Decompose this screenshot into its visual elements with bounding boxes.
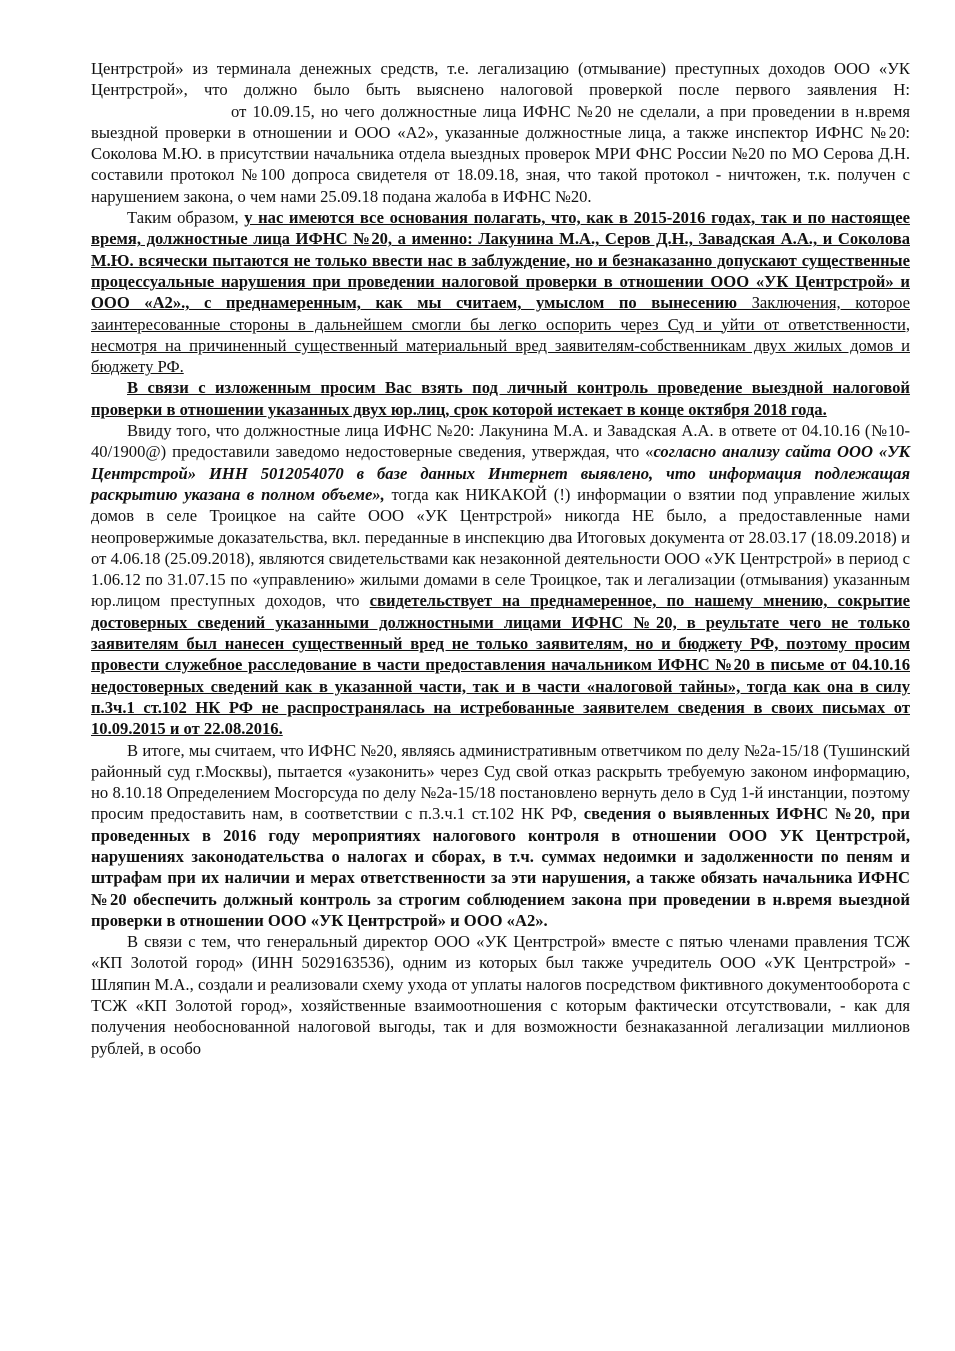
p2-bold-underlined: у нас имеются все основания полагать, что, как в 2015-2016 годах, так и по настоящее время, должностные лица ИФНС №20, а именно: Лакунина М.А., Серов Д.Н., Завадская А.А., и Соколова М.Ю. всячески пытаются не только ввести нас в заблуждение, но и безнаказанно допускают существенные процессуальные нарушения при проведении налоговой проверки в отношении ООО «УК Центрстрой» и ООО «А2»., с преднамеренным, как мы считаем, умыслом по вынесению <box>91 208 910 313</box>
p5-text-a: В итоге, мы считаем, что ИФНС №20, являясь административным ответчиком по делу №2а-15/18 (Тушинский районный суд г.Москвы), пытается «узаконить» через Суд свой отказ раскрыть требуемую законом информацию, но 8.10.18 Определением Мосгорсуда по делу №2а-15/18 постановлено вернуть дело в Суд 1-й инстанции, поэтому просим предоставить нам, в соответствии с п.3.ч.1 ст.102 НК РФ, <box>91 740 910 824</box>
paragraph-1 <box>91 58 910 207</box>
p4-bold-underlined: свидетельствует на преднамеренное, по нашему мнению, сокрытие достоверных сведений указанными должностными лицами ИФНС №20, в реультате чего не только заявителям был нанесен существенный вред не только заявителям, но и бюджету РФ, поэтому просим провести служебное расследование в части предоставления начальником ИФНС №20 в письме от 04.10.16 недостоверных сведений как в указанной части, так и в части «налоговой тайны», тогда как она в силу п.3ч.1 ст.102 НК РФ не распространялась на истребованные заявителем сведения в своих письмах от 10.09.2015 и от 22.08.2016. <box>91 591 910 739</box>
paragraph-3: В связи с изложенным просим Вас взять под личный контроль проведение выездной налоговой проверки в отношении указанных двух юр.лиц, срок которой истекает в конце октября 2018 года. <box>91 378 910 419</box>
p4-quote: согласно анализу сайта ООО «УК Центрстрой» ИНН 5012054070 в базе данных Интернет выявлено, что информация подлежащая раскрытию указана в полном объеме», <box>91 442 910 504</box>
paragraph-4 <box>91 420 910 739</box>
paragraph-2 <box>91 207 910 377</box>
p1-text-b: от 10.09.15, но чего должностные лица ИФНС №20 не сделали, а при проведении в н.время выездной проверки в отношении и ООО «А2», указанные должностные лица, а также инспектор ИФНС №20: Соколова М.Ю. в присутствии начальника отдела выездных проверок МРИ ФНС России №20 по МО Серова Д.Н. составили протокол №100 допроса свидетеля от 18.09.18, зная, что такой протокол - ничтожен, т.к. получен с нарушением закона, о чем нами 25.09.18 подана жалоба в ИФНС №20. <box>91 101 910 206</box>
p1-text-a: Центрстрой» из терминала денежных средств, т.е. легализацию (отмывание) преступных доходов ООО «УК Центрстрой», что должно было быть выяснено налоговой проверкой после первого заявления Н: <box>91 59 910 100</box>
p5-bold: сведения о выявленных ИФНС №20, при проведенных в 2016 году мероприятиях налогового контроля в отношении ООО УК Центрстрой, нарушениях законодательства о налогах и сборах, в т.ч. суммах недоимки и задолженности по пеням и штрафам при их наличии и мерах ответственности за эти нарушения, а также обязать начальника ИФНС №20 обеспечить должный контроль за строгим соблюдением закона при проведении в н.время выездной проверки в отношении ООО «УК Центрстрой» и ООО «А2». <box>91 804 910 930</box>
paragraph-6: В связи с тем, что генеральный директор ООО «УК Центрстрой» вместе с пятью членами правления ТСЖ «КП Золотой город» (ИНН 5029163536), одним из которых был также учредитель ООО «УК Центрстрой» - Шляпин М.А., создали и реализовали схему ухода от уплаты налогов посредством фиктивного документооборота с ТСЖ «КП Золотой город», хозяйственные взаимоотношения с которым фактически отсутствовали, - как для получения необоснованной налоговой выгоды, так и для возможности безнаказанной легализации миллионов рублей, в особо <box>91 932 910 1058</box>
p2-underlined: Заключения, которое заинтересованные стороны в дальнейшем смогли бы легко оспорить через Суд и уйти от ответственности, несмотря на причиненный существенный материальный вред заявителям-собственникам двух жилых домов и бюджету РФ. <box>91 293 910 377</box>
document-page <box>91 58 910 1059</box>
p4-text-a: Ввиду того, что должностные лица ИФНС №20: Лакунина М.А. и Завадская А.А. в ответе от 04.10.16 (№10-40/1900@) предоставили заведомо недостоверные сведения, утверждая, что « <box>91 421 910 462</box>
p4-text-c: тогда как НИКАКОЙ (!) информации о взятии под управление жилых домов в селе Троицкое на сайте ООО «УК Центрстрой» никогда НЕ было, а предоставленные нами неопровержимые доказательства, вкл. переданные в инспекцию два Итоговых документа от 28.03.17 (18.09.2018) и от 4.06.18 (25.09.2018), являются свидетельствами как незаконной деятельности ООО «УК Центрстрой» в период с 1.06.12 по 31.07.15 по «управлению» жилыми домами в селе Троицкое, так и легализации (отмывания) указанным юр.лицом преступных доходов, что <box>91 484 910 611</box>
paragraph-5 <box>91 740 910 932</box>
p2-text-a: Таким образом, <box>127 208 245 228</box>
